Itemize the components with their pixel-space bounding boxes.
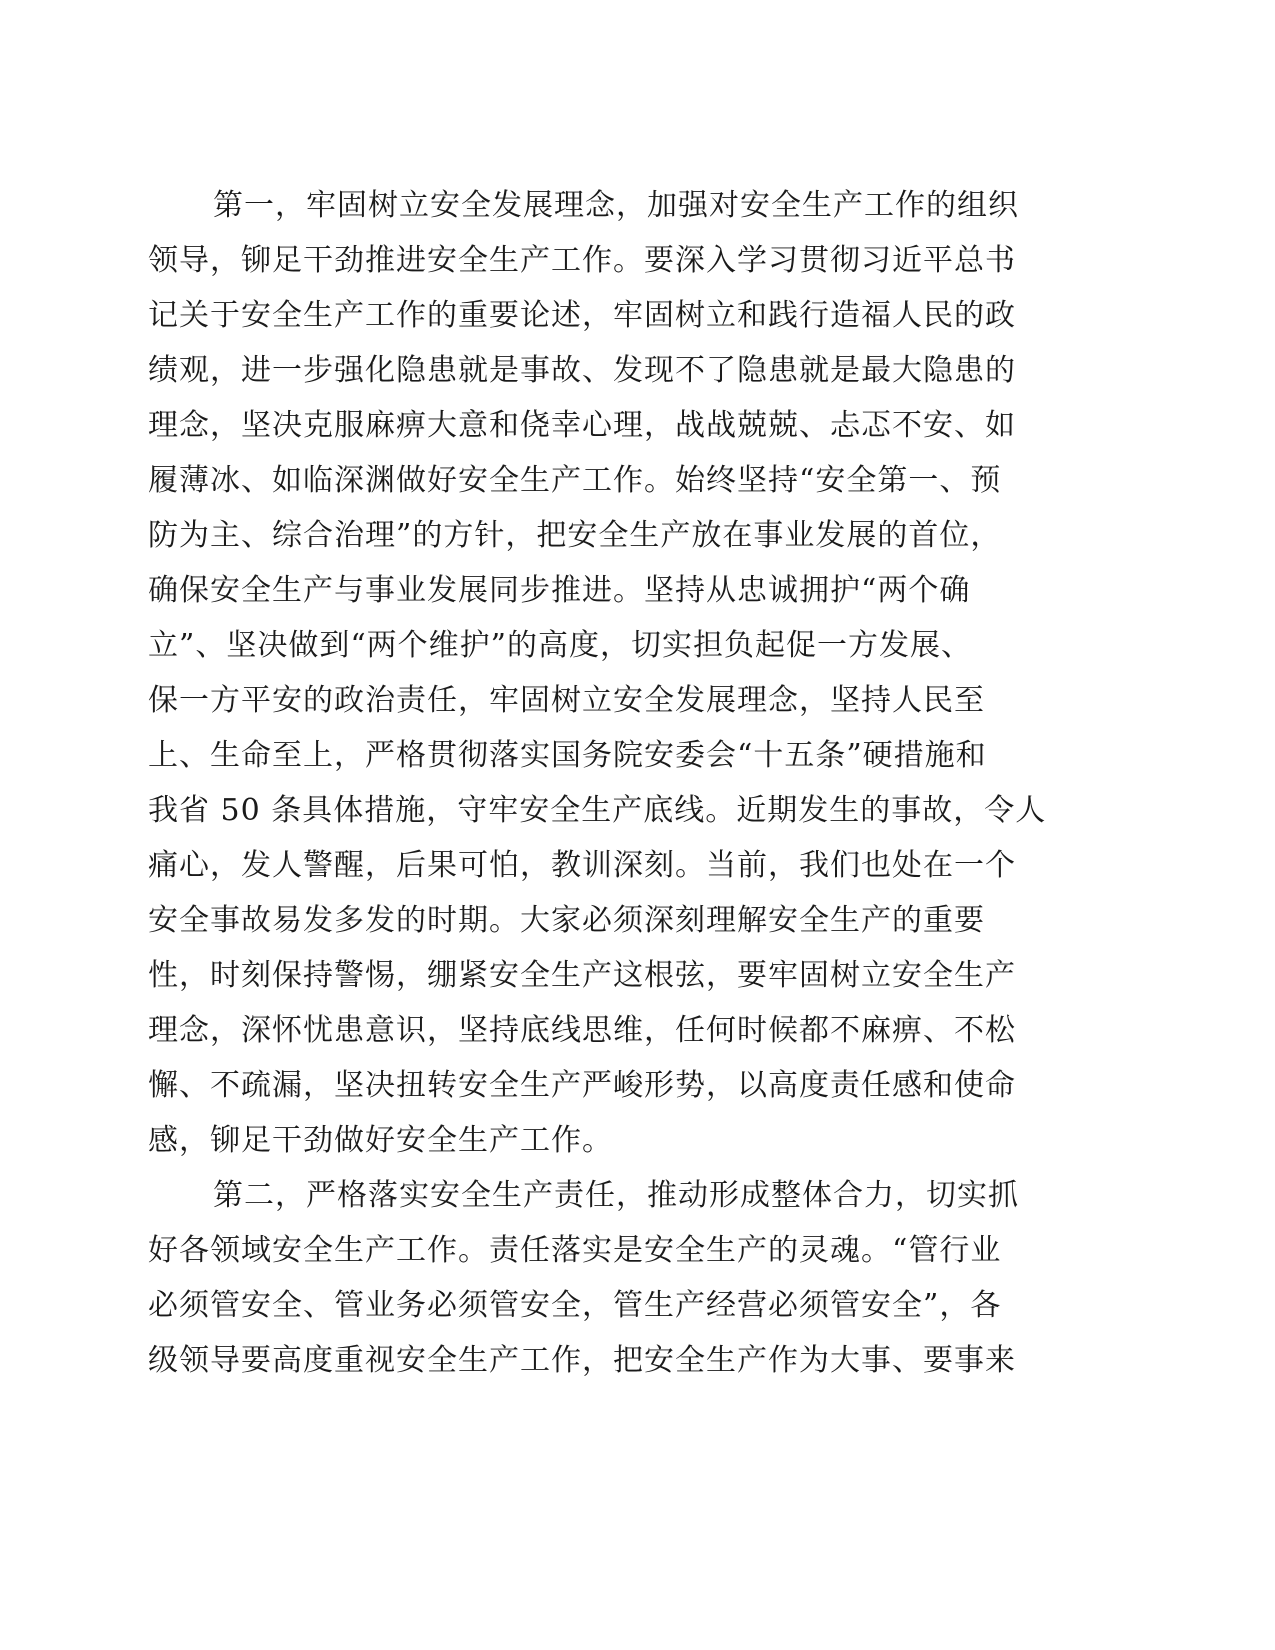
paragraph-2-line-1: 第二，严格落实安全生产责任，推动形成整体合力，切实抓 bbox=[213, 1178, 1019, 1213]
paragraph-1-line-7: 防为主、综合治理”的方针，把安全生产放在事业发展的首位， bbox=[148, 518, 1002, 553]
paragraph-1-line-17: 懈、不疏漏，坚决扭转安全生产严峻形势，以高度责任感和使命 bbox=[148, 1068, 1016, 1103]
paragraph-1-line-3: 记关于安全生产工作的重要论述，牢固树立和践行造福人民的政 bbox=[148, 298, 1016, 333]
paragraph-1-line-6: 履薄冰、如临深渊做好安全生产工作。始终坚持“安全第一、预 bbox=[148, 463, 1002, 498]
paragraph-1-line-10: 保一方平安的政治责任，牢固树立安全发展理念，坚持人民至 bbox=[148, 683, 985, 718]
paragraph-1-line-9: 立”、坚决做到“两个维护”的高度，切实担负起促一方发展、 bbox=[148, 628, 973, 663]
paragraph-1-line-14: 安全事故易发多发的时期。大家必须深刻理解安全生产的重要 bbox=[148, 903, 985, 938]
paragraph-1-line-18: 感，铆足干劲做好安全生产工作。 bbox=[148, 1123, 613, 1158]
paragraph-1-line-15: 性，时刻保持警惕，绷紧安全生产这根弦，要牢固树立安全生产 bbox=[148, 958, 1016, 993]
paragraph-1-line-12: 我省 50 条具体措施，守牢安全生产底线。近期发生的事故，令人 bbox=[148, 793, 1047, 828]
paragraph-2-line-3: 必须管安全、管业务必须管安全，管生产经营必须管安全”，各 bbox=[148, 1288, 1002, 1323]
paragraph-1-line-5: 理念，坚决克服麻痹大意和侥幸心理，战战兢兢、忐忑不安、如 bbox=[148, 408, 1016, 443]
paragraph-1-line-11: 上、生命至上，严格贯彻落实国务院安委会“十五条”硬措施和 bbox=[148, 738, 987, 773]
paragraph-2-line-2: 好各领域安全生产工作。责任落实是安全生产的灵魂。“管行业 bbox=[148, 1233, 1002, 1268]
paragraph-1-line-4: 绩观，进一步强化隐患就是事故、发现不了隐患就是最大隐患的 bbox=[148, 353, 1016, 388]
paragraph-1-line-1: 第一，牢固树立安全发展理念，加强对安全生产工作的组织 bbox=[213, 188, 1019, 223]
paragraph-1-line-13: 痛心，发人警醒，后果可怕，教训深刻。当前，我们也处在一个 bbox=[148, 848, 1016, 883]
paragraph-1-line-8: 确保安全生产与事业发展同步推进。坚持从忠诚拥护“两个确 bbox=[148, 573, 971, 608]
paragraph-1-line-2: 领导，铆足干劲推进安全生产工作。要深入学习贯彻习近平总书 bbox=[148, 243, 1016, 278]
paragraph-1-line-16: 理念，深怀忧患意识，坚持底线思维，任何时候都不麻痹、不松 bbox=[148, 1013, 1016, 1048]
paragraph-2-line-4: 级领导要高度重视安全生产工作，把安全生产作为大事、要事来 bbox=[148, 1343, 1016, 1378]
